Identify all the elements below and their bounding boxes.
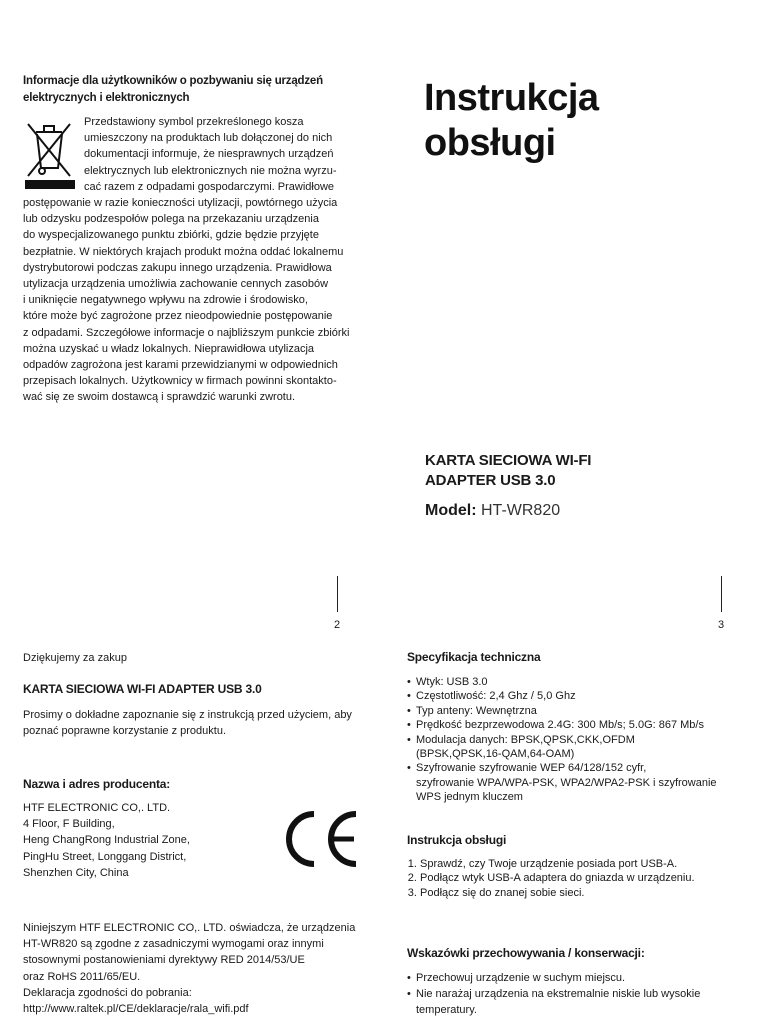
disposal-text-full: postępowanie w razie konieczności utylizacji, powtórnego użycia lub odzysku podzespołów polega na przekazaniu urządzenia do wyspecjalizowanego punktu zbiórki, gdzie będzie przyjęte bezpłatnie. W niektórych krajach produkt można oddać lokalnemu dystrybutorowi podczas zakupu innego urządzenia. Prawidłowa utylizacja urządzenia umożliwia zachowanie cennych zasobów i uniknięcie negatywnego wpływu na zdrowie i środowisko, które może być zagrożone przez nieodpowiednie postępowanie z odpadami. Szczegółowe informacje o najbliższym punkcie zbiórki można uzyskać u władz lokalnych. Nieprawidłowa utylizacja odpadów zagrożona jest karami przewidzianymi w odpowiednich przepisach lokalnych. Użytkownicy w firmach powinni skontakto- wać się ze swoim dostawcą i sprawdzić warunki zwrotu. xyxy=(23,197,350,404)
weee-bin-icon xyxy=(22,118,78,190)
spec-item: • Wtyk: USB 3.0 xyxy=(407,675,757,689)
cover-product-name: KARTA SIECIOWA WI-FI ADAPTER USB 3.0 xyxy=(425,452,592,489)
spec-item: • Szyfrowanie szyfrowanie WEP 64/128/152 cyfr, szyfrowanie WPA/WPA-PSK, WPA2/WPA2-PSK i szyfrowanie WPS jednym kluczem xyxy=(407,761,757,804)
page-number-2: 2 xyxy=(334,619,341,631)
disposal-text-indented: Przedstawiony symbol przekreślonego kosza umieszczony na produktach lub dołączonej do nich dokumentacji informuje, że niesprawnych urządzeń elektrycznych lub elektronicznych nie można wyrzu- cać razem z odpadami gospodarczymi. Prawidłowe xyxy=(84,116,337,193)
model-value: HT-WR820 xyxy=(481,502,561,519)
spec-heading: Specyfikacja techniczna xyxy=(407,650,541,664)
page-number-3: 3 xyxy=(718,619,725,631)
declaration-link[interactable]: http://www.raltek.pl/CE/deklaracje/rala_wifi.pdf xyxy=(23,1003,249,1016)
storage-list xyxy=(407,970,757,1018)
storage-heading: Wskazówki przechowywania / konserwacji: xyxy=(407,946,645,960)
ce-mark-icon xyxy=(278,808,362,870)
instruction-step: 1. Sprawdź, czy Twoje urządzenie posiada port USB-A. xyxy=(420,857,757,871)
thanks-text: Dziękujemy za zakup xyxy=(23,652,127,664)
disposal-heading: Informacje dla użytkowników o pozbywaniu się urządzeń elektrycznych i elektronicznych xyxy=(23,75,323,104)
cover-model xyxy=(425,501,560,521)
instructions-heading: Instrukcja obsługi xyxy=(407,833,507,847)
manufacturer-heading: Nazwa i adres producenta: xyxy=(23,777,171,791)
storage-item: • Przechowuj urządzenie w suchym miejscu. xyxy=(407,970,757,986)
manufacturer-address: HTF ELECTRONIC CO,. LTD. 4 Floor, F Building, Heng ChangRong Industrial Zone, PingHu Street, Longgang District, Shenzhen City, China xyxy=(23,802,190,879)
page-3-divider xyxy=(721,576,722,612)
model-label: Model: xyxy=(425,502,477,519)
page-2-divider xyxy=(337,576,338,612)
cover-title: Instrukcja obsługi xyxy=(424,77,599,164)
storage-item: • Nie narażaj urządzenia na ekstremalnie niskie lub wysokie temperatury. xyxy=(407,986,757,1018)
declaration-text: Niniejszym HTF ELECTRONIC CO,. LTD. oświadcza, że urządzenia HT-WR820 są zgodne z zasadniczymi wymogami oraz innymi stosownymi postanowieniami dyrektywy RED 2014/53/UE oraz RoHS 2011/65/EU. Deklaracja zgodności do pobrania: http://www.raltek.pl/CE/deklaracje/rala_wifi.pdf xyxy=(23,920,355,1017)
spec-item: • Modulacja danych: BPSK,QPSK,CKK,OFDM (BPSK,QPSK,16-QAM,64-OAM) xyxy=(407,733,757,762)
instructions-list xyxy=(407,857,757,900)
spec-item: • Prędkość bezprzewodowa 2.4G: 300 Mb/s; 5.0G: 867 Mb/s xyxy=(407,718,757,732)
spec-item: • Typ anteny: Wewnętrzna xyxy=(407,704,757,718)
spec-list xyxy=(407,675,757,805)
spec-item: • Częstotliwość: 2,4 Ghz / 5,0 Ghz xyxy=(407,689,757,703)
product-heading: KARTA SIECIOWA WI-FI ADAPTER USB 3.0 xyxy=(23,682,262,696)
intro-text: Prosimy o dokładne zapoznanie się z instrukcją przed użyciem, aby poznać poprawne korzystanie z produktu. xyxy=(23,709,352,738)
instruction-step: 2. Podłącz wtyk USB-A adaptera do gniazda w urządzeniu. xyxy=(420,871,757,885)
instruction-step: 3. Podłącz się do znanej sobie sieci. xyxy=(420,886,757,900)
